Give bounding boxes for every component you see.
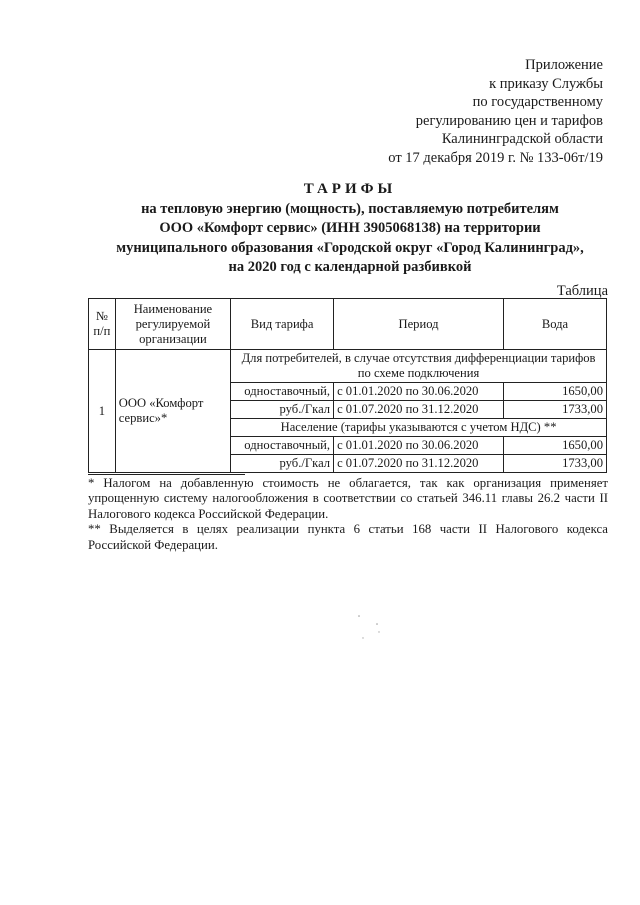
header-num: № п/п [89, 299, 116, 350]
tariff-unit: руб./Гкал [231, 455, 334, 473]
tariff-kind: одноставочный, [231, 383, 334, 401]
table-row [89, 350, 607, 383]
table-header-row [89, 299, 607, 350]
footnote-vat: * Налогом на добавленную стоимость не облагается, так как организация применяет упрощенную систему налогообложения в соответствии со статьей 346.11 главы 26.2 части II Налогового кодекса Российской Федерации. [88, 476, 608, 521]
title-line: муниципального образования «Городской округ «Город Калининград», [116, 239, 584, 256]
appendix-line: Приложение [525, 57, 603, 73]
table-caption: Таблица [556, 283, 608, 299]
row-number: 1 [89, 350, 116, 473]
organization-name: ООО «Комфорт сервис»* [115, 350, 230, 473]
tariff-kind: одноставочный, [231, 437, 334, 455]
document-title-block [60, 180, 640, 278]
water-value: 1650,00 [503, 437, 606, 455]
footnote-divider [88, 474, 245, 475]
water-value: 1733,00 [503, 401, 606, 419]
period-cell: с 01.07.2020 по 31.12.2020 [334, 401, 504, 419]
appendix-line: регулированию цен и тарифов [415, 112, 603, 129]
water-value: 1733,00 [503, 455, 606, 473]
footnote-vat-allocation: ** Выделяется в целях реализации пункта 6 статьи 168 части II Налогового кодекса Российской Федерации. [88, 522, 608, 552]
period-cell: с 01.07.2020 по 31.12.2020 [334, 455, 504, 473]
title-line-organization: ООО «Комфорт сервис» (ИНН 3905068138) на территории [159, 220, 541, 236]
appendix-block [363, 56, 603, 168]
header-water: Вода [503, 299, 606, 350]
period-cell: с 01.01.2020 по 30.06.2020 [334, 383, 504, 401]
footnotes [88, 476, 608, 553]
scan-specks [355, 612, 395, 642]
group-label: Население (тарифы указываются с учетом НДС) ** [231, 419, 607, 437]
period-cell: с 01.01.2020 по 30.06.2020 [334, 437, 504, 455]
appendix-line: Калининградской области [441, 131, 603, 148]
header-period: Период [334, 299, 504, 350]
water-value: 1650,00 [503, 383, 606, 401]
appendix-line: по государственному [472, 94, 603, 111]
appendix-line: к приказу Службы [489, 75, 603, 92]
appendix-order-date: от 17 декабря 2019 г. № 133-06т/19 [388, 149, 603, 166]
header-organization: Наименование регулируемой организации [115, 299, 230, 350]
header-tariff-kind: Вид тарифа [231, 299, 334, 350]
title-line: на 2020 год с календарной разбивкой [228, 259, 472, 275]
group-label: Для потребителей, в случае отсутствия дифференциации тарифов по схеме подключения [231, 350, 607, 383]
tariff-table [88, 298, 607, 473]
document-title: ТАРИФЫ [303, 181, 397, 197]
tariff-unit: руб./Гкал [231, 401, 334, 419]
title-line: на тепловую энергию (мощность), поставляемую потребителям [141, 200, 559, 217]
